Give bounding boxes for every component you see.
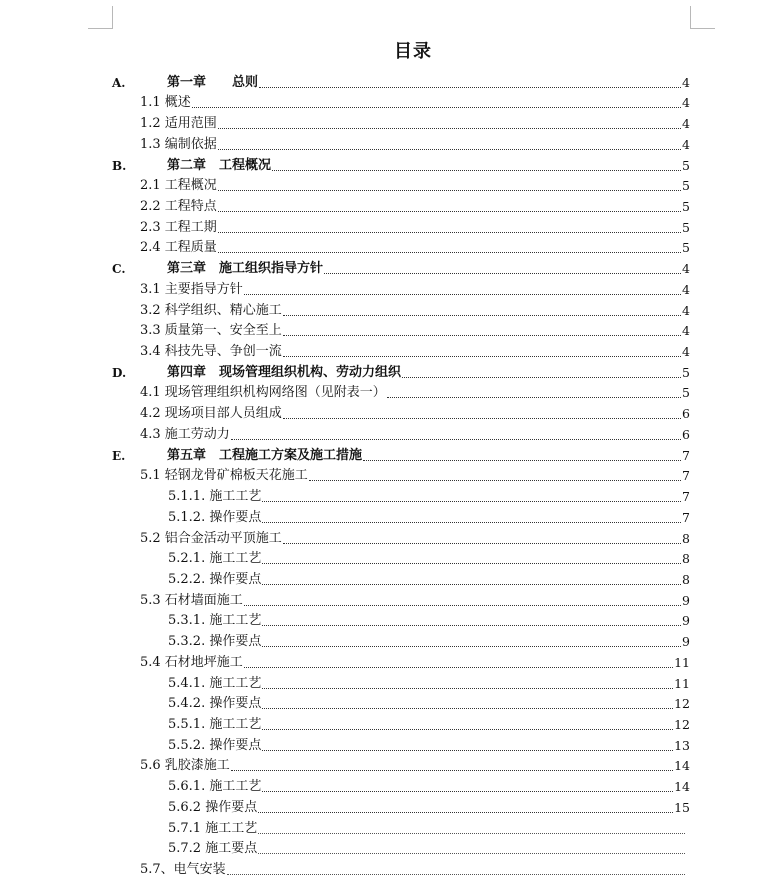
toc-page-number: 8 xyxy=(682,571,690,587)
toc-chapter-entry[interactable] xyxy=(112,360,690,381)
toc-entry[interactable] xyxy=(140,215,690,236)
toc-chapter-marker: B. xyxy=(112,158,127,173)
toc-entry-lead xyxy=(112,365,401,381)
toc-entry[interactable] xyxy=(168,671,690,692)
margin-corner-mark-left xyxy=(88,6,113,29)
toc-entry-text: 3.3 质量第一、安全至上 xyxy=(140,323,282,339)
toc-page-number: 4 xyxy=(682,136,690,152)
toc-chapter-marker: C. xyxy=(112,262,126,277)
toc-entry[interactable] xyxy=(168,505,690,526)
dot-leader xyxy=(283,418,681,419)
toc-page-number: 6 xyxy=(682,406,690,422)
toc-entry-text: 5.1.1. 施工工艺 xyxy=(168,489,262,505)
toc-page-number: 7 xyxy=(682,468,690,484)
toc-entry[interactable] xyxy=(168,774,690,795)
toc-entry[interactable] xyxy=(168,547,690,568)
toc-page-number: 9 xyxy=(682,613,690,629)
toc-entry-text: 4.2 现场项目部人员组成 xyxy=(140,406,282,422)
dot-leader xyxy=(244,294,681,295)
toc-entry-text: 5.5.2. 操作要点 xyxy=(168,737,262,753)
toc-entry-lead xyxy=(168,551,261,567)
margin-corner-mark-right xyxy=(690,6,715,29)
toc-page-number: 7 xyxy=(682,489,690,505)
toc-entry-text: 5.4 石材地坪施工 xyxy=(140,654,243,670)
toc-entry-lead xyxy=(140,468,308,484)
toc-page-number: 8 xyxy=(682,551,690,567)
toc-entry-text: 3.4 科技先导、争创一流 xyxy=(140,344,282,360)
toc-entry-text: 4.3 施工劳动力 xyxy=(140,426,230,442)
toc-page-number: 5 xyxy=(682,240,690,256)
toc-page-number: 4 xyxy=(682,74,690,90)
toc-entry-text: 5.7、电气安装 xyxy=(140,862,226,878)
toc-entry[interactable] xyxy=(168,609,690,630)
toc-page-number: 5 xyxy=(682,219,690,235)
toc-entry[interactable] xyxy=(140,339,690,360)
toc-chapter-entry[interactable] xyxy=(112,443,690,464)
dot-leader xyxy=(218,149,681,150)
toc-entry-text: 3.1 主要指导方针 xyxy=(140,281,243,297)
toc-entry-text: 4.1 现场管理组织机构网络图（见附表一） xyxy=(140,385,386,401)
toc-entry-text: 5.1.2. 操作要点 xyxy=(168,509,262,525)
dot-leader xyxy=(218,190,681,191)
toc-chapter-marker: D. xyxy=(112,365,127,380)
toc-entry[interactable] xyxy=(140,132,690,153)
toc-entry-lead xyxy=(140,116,217,132)
toc-page-number: 7 xyxy=(682,509,690,525)
toc-entry-text: 5.6.1. 施工工艺 xyxy=(168,779,262,795)
toc-page-number: 14 xyxy=(674,779,690,795)
toc-entry[interactable] xyxy=(140,298,690,319)
dot-leader xyxy=(262,729,673,730)
toc-entry-text: 1.2 适用范围 xyxy=(140,116,217,132)
toc-page-number: 11 xyxy=(674,675,690,691)
toc-entry-lead xyxy=(168,821,257,837)
toc-entry[interactable] xyxy=(140,857,686,878)
dot-leader xyxy=(218,211,681,212)
dot-leader xyxy=(231,439,681,440)
toc-entry-lead xyxy=(168,676,261,692)
dot-leader xyxy=(309,480,681,481)
dot-leader xyxy=(258,833,685,834)
toc-page-number: 7 xyxy=(682,447,690,463)
dot-leader xyxy=(262,646,681,647)
toc-entry-lead xyxy=(140,862,226,878)
toc-page-number: 13 xyxy=(674,737,690,753)
toc-page-number: 11 xyxy=(674,654,690,670)
toc-entry[interactable] xyxy=(140,422,690,443)
toc-entry-text: 5.3.1. 施工工艺 xyxy=(168,613,262,629)
toc-page-number: 5 xyxy=(682,364,690,380)
toc-entry[interactable] xyxy=(140,319,690,340)
toc-page-number: 6 xyxy=(682,426,690,442)
toc-page-number: 5 xyxy=(682,157,690,173)
toc-entry-lead xyxy=(112,158,271,174)
toc-entry-lead xyxy=(140,282,243,298)
toc-entry-lead xyxy=(112,75,258,91)
toc-chapter-entry[interactable] xyxy=(112,153,690,174)
toc-entry-text: 5.2 铝合金活动平顶施工 xyxy=(140,530,282,546)
toc-entry-text: 第一章 总则 xyxy=(167,74,259,90)
toc-page-number: 12 xyxy=(674,717,690,732)
toc-entry[interactable] xyxy=(140,588,690,609)
toc-entry-lead xyxy=(168,779,261,795)
toc-entry-text: 5.2.2. 操作要点 xyxy=(168,571,262,587)
toc-entry-text: 2.1 工程概况 xyxy=(140,178,217,194)
dot-leader xyxy=(402,377,681,378)
dot-leader xyxy=(387,397,681,398)
dot-leader xyxy=(324,273,681,274)
toc-entry-text: 5.2.1. 施工工艺 xyxy=(168,551,262,567)
dot-leader xyxy=(262,501,681,502)
toc-entry-text: 5.1 轻钢龙骨矿棉板天花施工 xyxy=(140,468,308,484)
toc-entry-text: 3.2 科学组织、精心施工 xyxy=(140,302,282,318)
toc-entry[interactable] xyxy=(168,567,690,588)
toc-entry-lead xyxy=(140,220,217,236)
toc-entry[interactable] xyxy=(140,91,690,112)
toc-entry-lead xyxy=(168,572,261,588)
dot-leader xyxy=(227,874,685,875)
toc-entry-lead xyxy=(168,613,261,629)
toc-entry[interactable] xyxy=(140,236,690,257)
dot-leader xyxy=(262,584,681,585)
toc-entry-lead xyxy=(168,717,261,733)
toc-entry[interactable] xyxy=(168,837,686,858)
toc-title: 目录 xyxy=(394,41,432,62)
toc-entry-lead xyxy=(140,427,230,443)
toc-page-number: 5 xyxy=(682,199,690,214)
dot-leader xyxy=(363,460,681,461)
toc-entry-text: 5.5.1. 施工工艺 xyxy=(168,717,262,732)
toc-chapter-marker: E. xyxy=(112,448,126,463)
toc-entry-text: 5.6.2 操作要点 xyxy=(168,799,258,815)
toc-page-number: 8 xyxy=(682,530,690,546)
toc-page-number: 4 xyxy=(682,281,690,297)
toc-entry[interactable] xyxy=(140,111,690,132)
toc-entry[interactable] xyxy=(140,277,690,298)
toc-entry-text: 5.6 乳胶漆施工 xyxy=(140,758,230,774)
toc-page-number: 12 xyxy=(674,696,690,712)
toc-entry-lead xyxy=(112,261,323,277)
toc-entry[interactable] xyxy=(140,381,690,402)
dot-leader xyxy=(244,605,681,606)
dot-leader xyxy=(244,667,673,668)
toc-entry[interactable] xyxy=(168,733,690,754)
toc-entry[interactable] xyxy=(140,464,690,485)
toc-page-number: 4 xyxy=(682,261,690,277)
toc-chapter-entry[interactable] xyxy=(112,256,690,277)
dot-leader xyxy=(283,315,681,316)
toc-entry-lead xyxy=(140,655,243,671)
toc-entry-lead xyxy=(140,758,230,774)
toc-entry-text: 1.1 概述 xyxy=(140,95,191,111)
toc-page-number: 4 xyxy=(682,95,690,111)
toc-entry-text: 1.3 编制依据 xyxy=(140,136,217,152)
toc-entry-text: 2.3 工程工期 xyxy=(140,219,217,235)
toc-entry-text: 5.3 石材墙面施工 xyxy=(140,592,243,608)
toc-entry-lead xyxy=(140,95,191,111)
dot-leader xyxy=(262,688,673,689)
dot-leader xyxy=(218,252,681,253)
toc-entry[interactable] xyxy=(168,795,690,816)
toc-entry-lead xyxy=(140,593,243,609)
dot-leader xyxy=(283,543,681,544)
toc-entry-text: 5.7.2 施工要点 xyxy=(168,841,258,857)
dot-leader xyxy=(218,128,681,129)
dot-leader xyxy=(262,791,673,792)
toc-entry-lead xyxy=(112,448,362,464)
toc-entry-lead xyxy=(140,344,282,360)
toc-entry-text: 2.2 工程特点 xyxy=(140,199,217,214)
toc-page-number: 4 xyxy=(682,302,690,318)
toc-entry[interactable] xyxy=(168,629,690,650)
toc-entry[interactable] xyxy=(140,402,690,423)
toc-entry-text: 2.4 工程质量 xyxy=(140,240,217,256)
toc-entry-lead xyxy=(168,738,261,754)
toc-entry[interactable] xyxy=(168,816,686,837)
dot-leader xyxy=(218,232,681,233)
toc-entry-lead xyxy=(140,385,386,401)
dot-leader xyxy=(259,87,681,88)
dot-leader xyxy=(262,522,681,523)
toc-entry[interactable] xyxy=(140,526,690,547)
dot-leader xyxy=(262,625,681,626)
dot-leader xyxy=(231,770,673,771)
toc-entry-lead xyxy=(140,531,282,547)
toc-entry-text: 5.7.1 施工工艺 xyxy=(168,820,258,836)
toc-entry-text: 第五章 工程施工方案及施工措施 xyxy=(167,447,363,463)
toc-page-number: 5 xyxy=(682,178,690,194)
toc-entry-lead xyxy=(168,510,261,526)
toc-entry-text: 第四章 现场管理组织机构、劳动力组织 xyxy=(167,364,402,380)
toc-entry[interactable] xyxy=(168,484,690,505)
toc-entry-lead xyxy=(140,406,282,422)
dot-leader xyxy=(283,335,681,336)
toc-entry-lead xyxy=(140,178,217,194)
toc-entry-lead xyxy=(168,634,261,650)
toc-entry-lead xyxy=(140,199,217,215)
toc-page-number: 9 xyxy=(682,592,690,608)
toc-entry[interactable] xyxy=(140,650,690,671)
dot-leader xyxy=(192,107,681,108)
toc-page-number: 4 xyxy=(682,116,690,132)
toc-entry-lead xyxy=(168,489,261,505)
toc-entry[interactable] xyxy=(168,712,690,733)
toc-page-number: 4 xyxy=(682,323,690,339)
toc-entry-lead xyxy=(168,800,257,816)
toc-entry-text: 第三章 施工组织指导方针 xyxy=(167,261,324,277)
toc-chapter-entry[interactable] xyxy=(112,70,690,91)
dot-leader xyxy=(283,356,681,357)
toc-chapter-marker: A. xyxy=(112,75,126,90)
toc-entry-lead xyxy=(140,323,282,339)
toc-entry-lead xyxy=(140,137,217,153)
dot-leader xyxy=(262,750,673,751)
toc-entry[interactable] xyxy=(168,692,690,713)
toc-page-number: 4 xyxy=(682,344,690,360)
dot-leader xyxy=(272,170,681,171)
toc-page-number: 5 xyxy=(682,385,690,401)
toc-entry[interactable] xyxy=(140,754,690,775)
toc-entry-lead xyxy=(140,303,282,319)
toc-entry-lead xyxy=(168,841,257,857)
toc-entry-text: 5.4.1. 施工工艺 xyxy=(168,675,262,691)
toc-entry-lead xyxy=(168,696,261,712)
toc-entry-text: 5.3.2. 操作要点 xyxy=(168,634,262,650)
toc-entry-text: 5.4.2. 操作要点 xyxy=(168,696,262,712)
toc-page-number: 15 xyxy=(674,799,690,815)
dot-leader xyxy=(262,708,673,709)
toc-entry-text: 第二章 工程概况 xyxy=(167,157,272,173)
dot-leader xyxy=(258,812,673,813)
toc-entry[interactable] xyxy=(140,174,690,195)
toc-page-number: 14 xyxy=(674,758,690,774)
toc-page-number: 9 xyxy=(682,634,690,650)
dot-leader xyxy=(258,853,685,854)
toc-entry-lead xyxy=(140,240,217,256)
toc-entry[interactable] xyxy=(140,194,690,215)
dot-leader xyxy=(262,563,681,564)
